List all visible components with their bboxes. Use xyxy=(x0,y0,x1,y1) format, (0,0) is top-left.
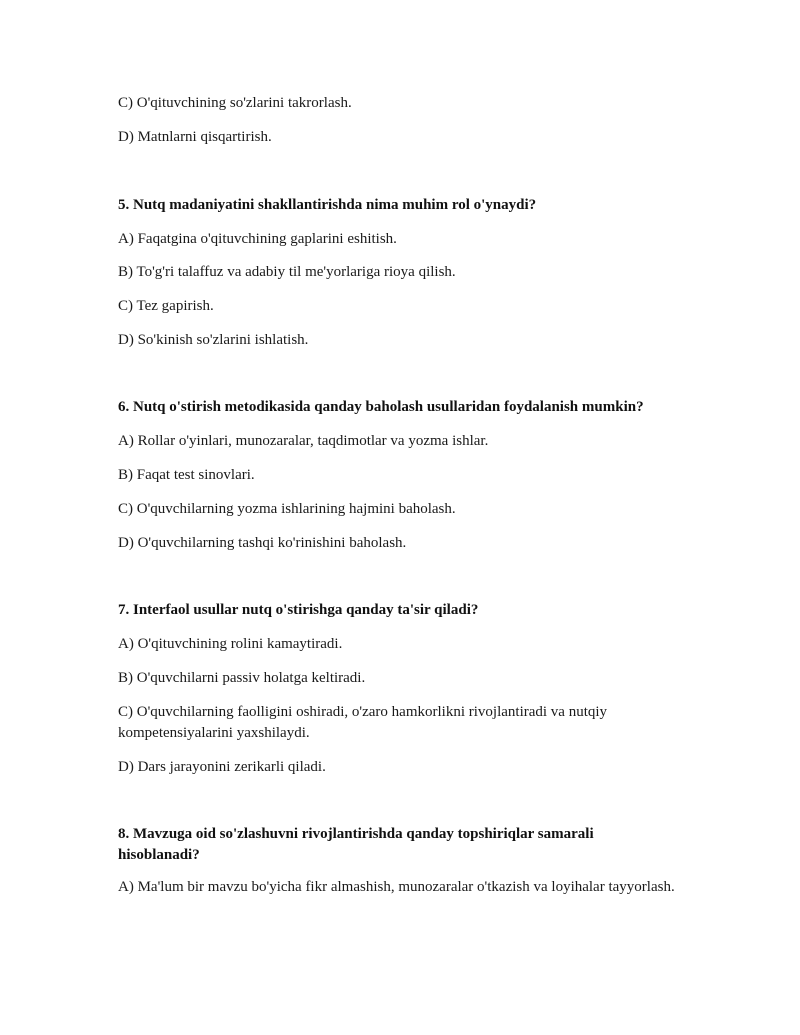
answer-option: B) Faqat test sinovlari. xyxy=(118,467,255,483)
answer-option: D) So'kinish so'zlarini ishlatish. xyxy=(118,332,309,348)
answer-option: D) Dars jarayonini zerikarli qiladi. xyxy=(118,759,326,775)
answer-option: A) Faqatgina o'qituvchining gaplarini eshitish. xyxy=(118,231,397,247)
answer-option: B) To'g'ri talaffuz va adabiy til me'yorlariga rioya qilish. xyxy=(118,264,456,280)
answer-option: C) O'quvchilarning faolligini oshiradi, o'zaro hamkorlikni rivojlantiradi va nutqiy kompetensiyalarini yaxshilaydi. xyxy=(118,704,608,741)
question-heading: 6. Nutq o'stirish metodikasida qanday baholash usullaridan foydalanish mumkin? xyxy=(118,399,644,415)
answer-option: D) Matnlarni qisqartirish. xyxy=(118,129,272,145)
answer-option: C) O'quvchilarning yozma ishlarining hajmini baholash. xyxy=(118,501,456,517)
answer-option: A) Ma'lum bir mavzu bo'yicha fikr almashish, munozaralar o'tkazish va loyihalar tayyorlash. xyxy=(118,879,675,895)
answer-option: D) O'quvchilarning tashqi ko'rinishini baholash. xyxy=(118,535,407,551)
answer-option: C) O'qituvchining so'zlarini takrorlash. xyxy=(118,95,352,111)
answer-option: C) Tez gapirish. xyxy=(118,298,214,314)
question-heading: 5. Nutq madaniyatini shakllantirishda nima muhim rol o'ynaydi? xyxy=(118,197,537,213)
question-heading: 8. Mavzuga oid so'zlashuvni rivojlantirishda qanday topshiriqlar samarali hisoblanadi? xyxy=(118,826,594,863)
answer-option: A) Rollar o'yinlari, munozaralar, taqdimotlar va yozma ishlar. xyxy=(118,433,489,449)
answer-option: A) O'qituvchining rolini kamaytiradi. xyxy=(118,636,343,652)
answer-option: B) O'quvchilarni passiv holatga keltiradi. xyxy=(118,670,366,686)
question-heading: 7. Interfaol usullar nutq o'stirishga qanday ta'sir qiladi? xyxy=(118,602,479,618)
